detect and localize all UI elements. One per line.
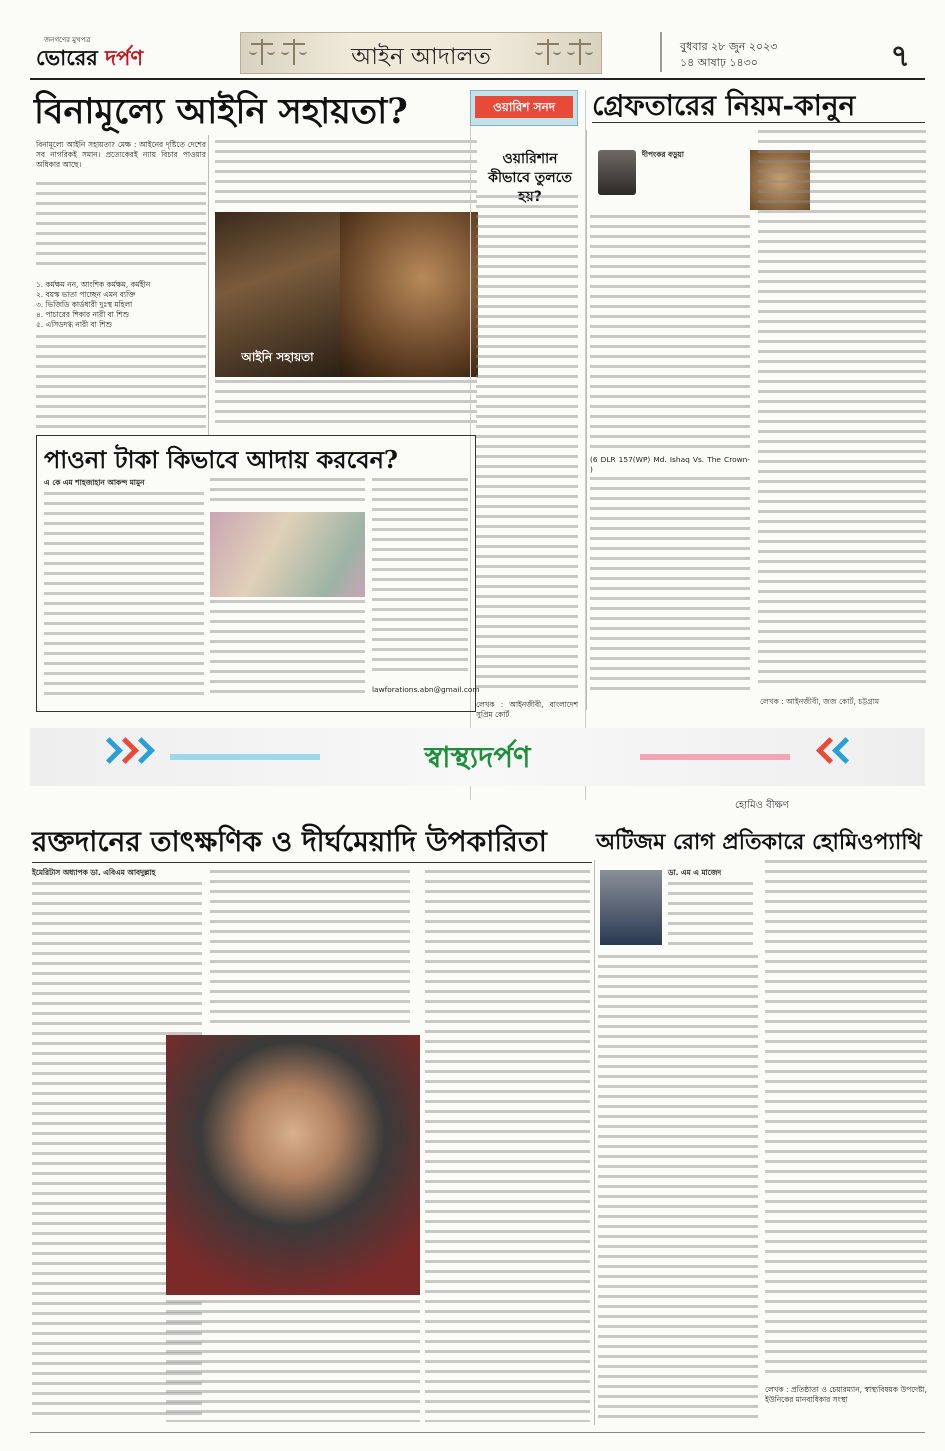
waris-tag: ওয়ারিশ সনদ — [470, 90, 578, 126]
article5-credit: লেখক : প্রতিষ্ঠাতা ও চেয়ারম্যান, স্বাস্থ্যবিষয়ক উপদেষ্টা, ইউনিকের মানবাধিকার সংস্থা — [765, 1385, 927, 1404]
article2-column-2 — [758, 130, 926, 690]
article3-byline: এ কে এম শাহজাহান আকন্দ মামুন — [44, 478, 145, 487]
article3-column-2 — [210, 478, 365, 508]
article3-column-4 — [372, 478, 468, 678]
headline-autism-homeopathy[interactable]: অটিজম রোগ প্রতিকারে হোমিওপ্যাথি — [596, 829, 922, 855]
column-divider — [586, 130, 587, 710]
date-box — [660, 32, 920, 72]
author-photo — [598, 150, 636, 195]
author-portrait-photo — [166, 1035, 420, 1295]
headline-blood-donation[interactable]: রক্তদানের তাৎক্ষণিক ও দীর্ঘমেয়াদি উপকারিতা — [32, 825, 547, 858]
article1-column-1 — [36, 140, 206, 430]
list-item: ৩. ভিজিডি কার্ডধারী দুঃস্থ মহিলা — [36, 300, 133, 309]
date-bengali: ১৪ আষাঢ় ১৪৩০ — [680, 56, 758, 69]
masthead — [30, 32, 918, 72]
article1-column-2 — [215, 140, 477, 210]
logo-text: ভোরের দর্পণ — [36, 45, 144, 70]
list-item: ৪. পাচারের শিকার নারী বা শিশু — [36, 310, 129, 319]
article3-column-1 — [44, 492, 204, 702]
decorative-stripe — [640, 754, 790, 760]
handshake-photo — [215, 212, 340, 377]
list-item: ১. কর্মক্ষম নন, আংশিক কর্মক্ষম, কর্মহীন — [36, 280, 151, 289]
headline-arrest-rules[interactable]: গ্রেফতারের নিয়ম-কানুন — [592, 89, 856, 122]
list-item: ২. বয়স্ক ভাতা পাচ্ছেন এমন ব্যক্তি — [36, 290, 136, 299]
waris-title[interactable]: ওয়ারিশান কীভাবে তুলতে হয়? — [488, 151, 572, 205]
gavel-photo — [340, 212, 478, 377]
health-section-banner — [30, 728, 925, 786]
article1-column-3 — [215, 380, 477, 430]
article4-column-3 — [166, 1300, 420, 1422]
list-item: ৫. এসিডদগ্ধ নারী বা শিশু — [36, 320, 112, 329]
logo-tagline: জনগণের মুখপত্র — [44, 36, 91, 44]
article5-column-1 — [598, 955, 758, 1425]
article2-column-1 — [590, 215, 750, 695]
section-banner — [240, 32, 602, 74]
column-divider — [594, 860, 595, 1425]
health-section-title: স্বাস্থ্যদর্পণ — [424, 740, 531, 774]
date-gregorian: বুধবার ২৮ জুন ২০২৩ — [680, 40, 778, 53]
money-photo — [210, 512, 365, 597]
headline-underline — [592, 122, 925, 123]
headline-underline — [32, 862, 592, 863]
section-title: আইন আদালত — [351, 44, 491, 70]
article5-intro — [668, 882, 753, 952]
waris-credit: লেখক : আইনজীবী, বাংলাদেশ সুপ্রিম কোর্ট — [476, 700, 578, 719]
eligibility-list — [36, 280, 206, 330]
author-photo — [600, 870, 662, 945]
article4-byline: ইমেরিটাস অধ্যাপক ডা. এবিএম আবদুল্লাহ — [32, 868, 156, 877]
headline-debt-collection[interactable]: পাওনা টাকা কিভাবে আদায় করবেন? — [44, 445, 398, 474]
homeo-section-tag: হোমিও বীক্ষণ — [735, 800, 789, 811]
masthead-divider — [30, 78, 925, 80]
article3-column-3 — [210, 600, 365, 700]
article2-byline: দীপংকর বড়ুয়া — [642, 150, 684, 159]
newspaper-logo[interactable] — [30, 32, 190, 72]
legal-citation: (6 DLR 157(WP) Md. Ishaq Vs. The Crown- ) — [590, 455, 750, 474]
article5-byline: ডা. এম এ মাজেদ — [668, 868, 722, 877]
footer-rule — [30, 1432, 925, 1433]
article2-credit: লেখক : আইনজীবী, জজ কোর্ট, চট্টগ্রাম — [760, 697, 880, 706]
photo-caption: আইনি সহায়তা — [241, 350, 314, 364]
column-divider — [208, 135, 209, 435]
headline-free-legal-aid[interactable]: বিনামূল্যে আইনি সহায়তা? — [34, 91, 408, 132]
article4-column-2 — [210, 870, 410, 1030]
article1-lead: বিনামূল্যে আইনি সহায়তা? মেক্ষ : আইনের দৃষ্টিতে দেশের সব নাগরিকই সমান। প্রত্যেকেরই ন্যায় বিচার পাওয়ার অধিকার আছে। — [36, 140, 206, 169]
waris-body — [476, 195, 578, 695]
page-number: ৭ — [890, 39, 910, 74]
article3-email[interactable]: lawforations.abn@gmail.com — [372, 685, 480, 694]
article5-column-2 — [765, 860, 927, 1380]
article4-column-4 — [425, 870, 590, 1422]
